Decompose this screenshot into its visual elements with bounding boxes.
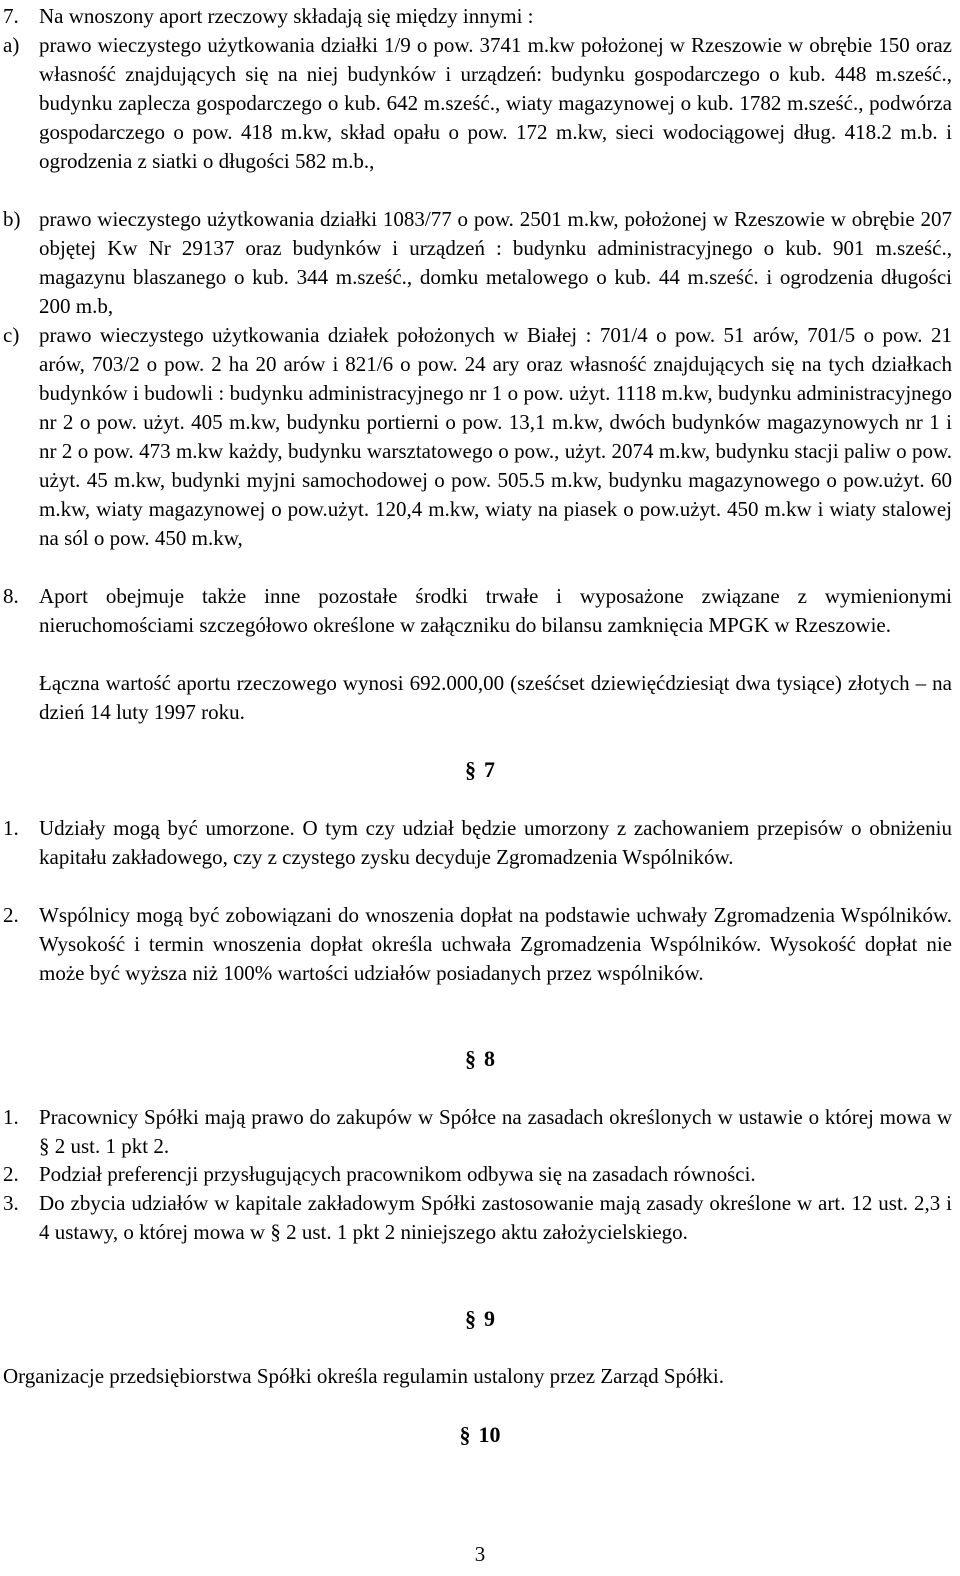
item-text: Wspólnicy mogą być zobowiązani do wnoszenia dopłat na podstawie uchwały Zgromadzenia Wspólników. Wysokość i termin wnoszenia dopłat określa uchwała Zgromadzenia Wspólników. Wysokość dopłat nie może być wyższa niż 100% wartości udziałów posiadanych przez wspólników. — [39, 903, 952, 985]
item-text: prawo wieczystego użytkowania działek położonych w Białej : 701/4 o pow. 51 arów, 701/5 o pow. 21 arów, 703/2 o pow. 2 ha 20 arów i 821/6 o pow. 24 ary oraz własność znajdujących się na tych działkach budynków i budowli : budynku administracyjnego nr 1 o pow. użyt. 1118 m.kw, budynku administracyjnego nr 2 o pow. użyt. 405 m.kw, budynku portierni o pow. 13,1 m.kw, dwóch budynków magazynowych nr 1 i nr 2 o pow. 473 m.kw każdy, budynku warsztatowego o pow., użyt. 2074 m.kw, budynku stacji paliw o pow. użyt. 45 m.kw, budynki myjni samochodowej o pow. 505.5 m.kw, budynku magazynowego o pow.użyt. 60 m.kw, wiaty magazynowej o pow.użyt. 120,4 m.kw, wiaty na piasek o pow.użyt. 450 m.kw i wiaty stalowej na sól o pow. 450 m.kw, — [39, 323, 952, 550]
item-text: Udziały mogą być umorzone. O tym czy udział będzie umorzony z zachowaniem przepisów o obniżeniu kapitału zakładowego, czy z czystego zysku decyduje Zgromadzenia Wspólników. — [39, 816, 952, 869]
item-letter: c) — [3, 323, 20, 347]
section-heading-8 — [0, 1044, 960, 1073]
item-number: 2. — [3, 903, 19, 927]
section-number: 9 — [484, 1306, 495, 1331]
section-symbol: § — [459, 1422, 471, 1447]
section-number: 10 — [478, 1422, 501, 1447]
item-number: 3. — [3, 1191, 19, 1215]
section-heading-10 — [0, 1420, 960, 1449]
item-number: 1. — [3, 1105, 19, 1129]
section-symbol: § — [465, 757, 476, 782]
page-number: 3 — [474, 1542, 486, 1566]
item-number: 1. — [3, 816, 19, 840]
sec9-text: Organizacje przedsiębiorstwa Spółki określa regulamin ustalony przez Zarząd Spółki. — [3, 1364, 724, 1388]
section-heading-9 — [0, 1304, 960, 1333]
item-letter: a) — [3, 33, 20, 57]
item-text: Na wnoszony aport rzeczowy składają się między innymi : — [39, 4, 534, 28]
section-number: 7 — [484, 757, 495, 782]
aport-value-paragraph: Łączna wartość aportu rzeczowego wynosi 692.000,00 (sześćset dziewięćdziesiąt dwa tysiące) złotych – na dzień 14 luty 1997 roku. — [39, 671, 952, 724]
section-symbol: § — [465, 1306, 476, 1331]
item-text: Pracownicy Spółki mają prawo do zakupów w Spółce na zasadach określonych w ustawie o której mowa w § 2 ust. 1 pkt 2. — [39, 1105, 952, 1158]
item-number: 8. — [3, 584, 19, 608]
section-number: 8 — [484, 1046, 495, 1071]
item-text: Aport obejmuje także inne pozostałe środki trwałe i wyposażone związane z wymienionymi nieruchomościami szczegółowo określone w załączniku do bilansu zamknięcia MPGK w Rzeszowie. — [39, 584, 952, 637]
item-text: prawo wieczystego użytkowania działki 1/9 o pow. 3741 m.kw położonej w Rzeszowie w obrębie 150 oraz własność znajdujących się na niej budynków i urządzeń: budynku gospodarczego o kub. 448 m.sześć., budynku zaplecza gospodarczego o kub. 642 m.sześć., wiaty magazynowej o kub. 1782 m.sześć., podwórza gospodarczego o pow. 418 m.kw, skład opału o pow. 172 m.kw, sieci wodociągowej dług. 418.2 m.b. i ogrodzenia z siatki o długości 582 m.b., — [39, 33, 952, 173]
item-text: Podział preferencji przysługujących pracownikom odbywa się na zasadach równości. — [39, 1162, 756, 1186]
item-text: prawo wieczystego użytkowania działki 1083/77 o pow. 2501 m.kw, położonej w Rzeszowie w obrębie 207 objętej Kw Nr 29137 oraz budynków i urządzeń : budynku administracyjnego o kub. 901 m.sześć., magazynu blaszanego o kub. 344 m.sześć., domku metalowego o kub. 44 m.sześć. i ogrodzenia długości 200 m.b, — [39, 207, 952, 318]
item-number: 7. — [3, 4, 19, 28]
item-letter: b) — [3, 207, 21, 231]
item-text: Do zbycia udziałów w kapitale zakładowym Spółki zastosowanie mają zasady określone w art. 12 ust. 2,3 i 4 ustawy, o której mowa w § 2 ust. 1 pkt 2 niniejszego aktu założycielskiego. — [39, 1191, 952, 1244]
section-symbol: § — [465, 1046, 476, 1071]
section-heading-7 — [0, 755, 960, 784]
item-number: 2. — [3, 1162, 19, 1186]
